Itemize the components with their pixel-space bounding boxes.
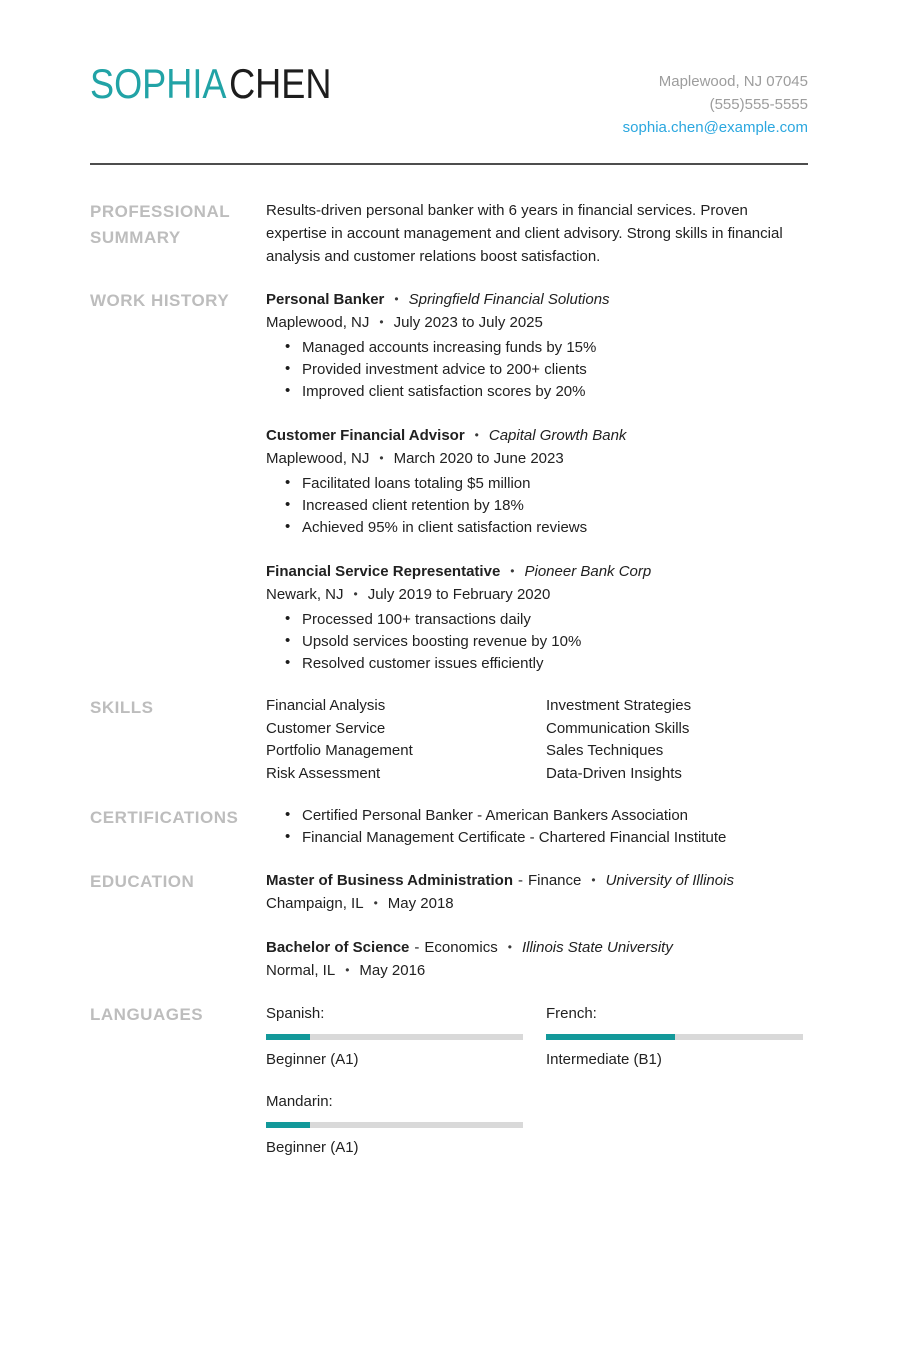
job-title: Customer Financial Advisor [266,427,465,444]
job-bullet: • Upsold services boosting revenue by 10% [266,631,808,653]
contact-email-link[interactable]: sophia.chen@example.com [622,119,808,136]
dot-separator [500,563,524,580]
job-company: Pioneer Bank Corp [524,563,652,580]
skill-item: Customer Service [266,719,386,737]
job-location: Maplewood, NJ [266,450,370,467]
graduation-date: May 2016 [359,962,426,979]
skills-heading: SKILLS [90,698,154,717]
degree-name: Bachelor of Science [266,939,410,956]
language-progress-fill [266,1122,310,1128]
section-languages [90,1002,808,1178]
job-title-line [266,560,808,583]
section-professional-summary [90,199,808,268]
contact-phone: (555)555-5555 [709,96,808,113]
job-meta-line [266,311,808,334]
last-name: CHEN [229,60,332,107]
skill-item: Portfolio Management [266,742,413,759]
job-location: Newark, NJ [266,586,344,603]
language-level: Beginner (A1) [266,1139,359,1156]
job-entry [266,424,808,539]
education-entry [266,936,808,982]
job-bullet: • Processed 100+ transactions daily [266,609,808,631]
work-history-heading: WORK HISTORY [90,291,230,310]
section-work-history [90,288,808,675]
job-company: Springfield Financial Solutions [408,291,610,308]
dash-separator [513,872,528,889]
dot-separator [498,939,522,956]
languages-heading: LANGUAGES [90,1005,204,1024]
skill-item: Risk Assessment [266,764,381,782]
certification-list [266,805,808,849]
job-bullet: • Increased client retention by 18% [266,495,808,517]
education-heading: EDUCATION [90,872,195,891]
header-divider [90,163,808,165]
dot-separator [465,427,489,444]
language-progress-fill [546,1034,675,1040]
contact-block [623,70,808,139]
language-entry-spanish [266,1002,523,1071]
job-bullet: • Provided investment advice to 200+ clients [266,359,808,381]
language-level: Intermediate (B1) [546,1051,662,1068]
degree-name: Master of Business Administration [266,872,513,889]
language-progress-track [266,1122,523,1128]
job-meta-line [266,447,808,470]
first-name: SOPHIA [90,60,227,107]
degree-field: Economics [424,939,498,956]
language-entry-french [546,1002,803,1071]
job-dates: July 2019 to February 2020 [367,586,551,603]
skill-item: Financial Analysis [266,697,386,714]
job-entry [266,560,808,675]
school-name: Illinois State University [521,939,673,956]
job-bullet-list [266,473,808,539]
dot-separator [344,586,368,603]
dash-separator [409,939,424,956]
school-location: Normal, IL [266,962,336,979]
job-bullet-list [266,609,808,675]
job-meta-line [266,583,808,606]
language-name: Mandarin: [266,1093,333,1110]
job-title-line [266,288,808,311]
summary-text: Results-driven personal banker with 6 years in financial services. Proven expertise in account management and client advisory. Strong skills in financial analysis and customer relations boost satisfaction. [266,202,783,265]
job-company: Capital Growth Bank [488,427,627,444]
dot-separator [384,291,408,308]
skills-column-1 [266,695,546,785]
language-progress-track [546,1034,803,1040]
job-entry [266,288,808,403]
certification-item: • Certified Personal Banker - American Bankers Association [266,805,808,827]
job-title: Financial Service Representative [266,563,501,580]
contact-location: Maplewood, NJ 07045 [658,73,808,90]
job-dates: March 2020 to June 2023 [393,450,564,467]
skill-item: Sales Techniques [546,742,664,759]
certification-item: • Financial Management Certificate - Chartered Financial Institute [266,827,808,849]
degree-meta-line [266,892,808,915]
language-level: Beginner (A1) [266,1051,359,1068]
language-name: Spanish: [266,1005,325,1022]
job-dates: July 2023 to July 2025 [393,314,543,331]
dot-separator [581,872,605,889]
dot-separator [364,895,388,912]
skill-item: Data-Driven Insights [546,764,682,782]
dot-separator [369,450,393,467]
section-certifications [90,805,808,849]
degree-line [266,936,808,959]
job-bullet: • Improved client satisfaction scores by 20% [266,381,808,403]
job-bullet: • Resolved customer issues efficiently [266,653,808,675]
job-title-line [266,424,808,447]
section-education [90,869,808,982]
job-location: Maplewood, NJ [266,314,370,331]
school-name: University of Illinois [605,872,734,889]
dot-separator [335,962,359,979]
job-title: Personal Banker [266,291,385,308]
dot-separator [369,314,393,331]
skills-column-2 [546,695,808,785]
job-bullet: • Achieved 95% in client satisfaction reviews [266,517,808,539]
candidate-name [90,62,331,106]
degree-field: Finance [528,872,582,889]
skill-item: Communication Skills [546,719,690,737]
degree-meta-line [266,959,808,982]
language-name: French: [546,1005,597,1022]
language-progress-fill [266,1034,310,1040]
section-skills [90,695,808,785]
summary-heading: PROFESSIONAL SUMMARY [90,202,230,247]
certifications-heading: CERTIFICATIONS [90,808,239,827]
language-entry-mandarin [266,1090,523,1159]
job-bullet: • Facilitated loans totaling $5 million [266,473,808,495]
language-progress-track [266,1034,523,1040]
resume-header [90,60,808,139]
job-bullet: • Managed accounts increasing funds by 15% [266,337,808,359]
school-location: Champaign, IL [266,895,364,912]
skill-item: Investment Strategies [546,697,692,714]
job-bullet-list [266,337,808,403]
graduation-date: May 2018 [387,895,454,912]
degree-line [266,869,808,892]
education-entry [266,869,808,915]
